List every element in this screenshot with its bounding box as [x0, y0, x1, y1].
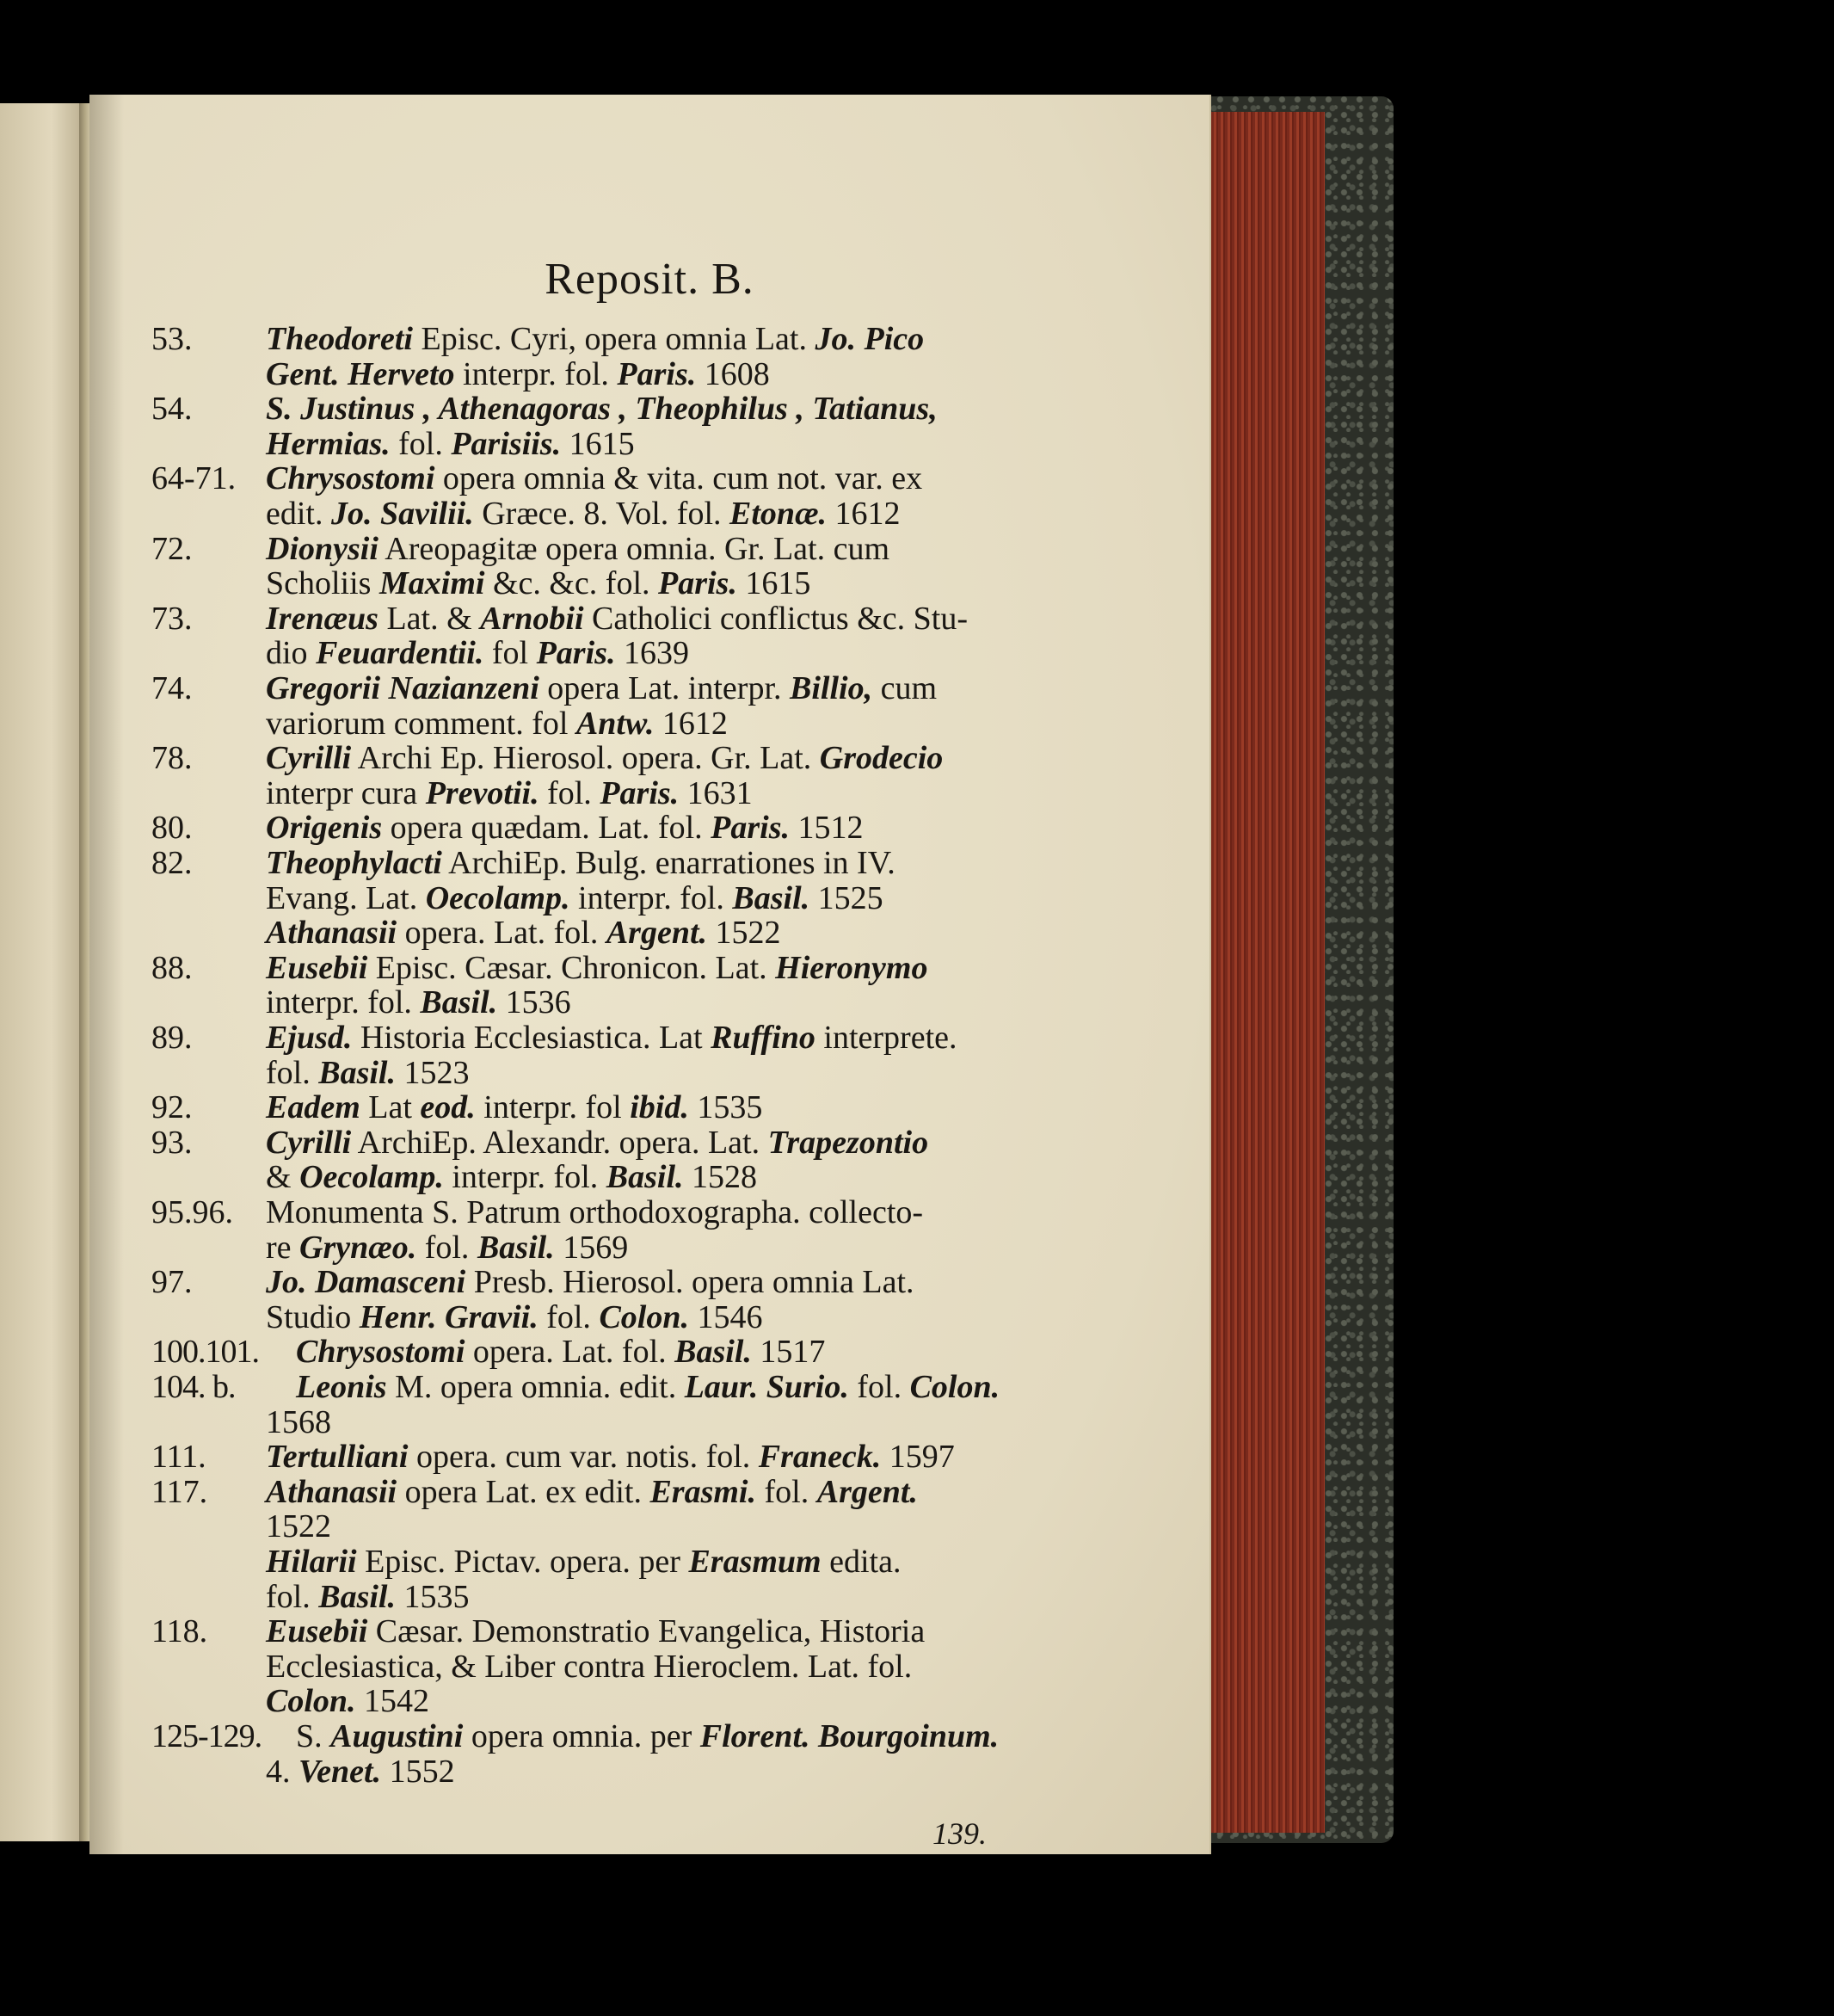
entry-number: 92.	[151, 1089, 193, 1126]
page-heading: Reposit. B.	[545, 255, 754, 304]
entry-number: 100.101.	[151, 1334, 259, 1371]
entry-number: 111.	[151, 1439, 206, 1476]
book-page	[89, 95, 1211, 1854]
entry-text-line: Cyrilli ArchiEp. Alexandr. opera. Lat. Trapezontio	[266, 1124, 929, 1161]
entry-number: 53.	[151, 321, 193, 357]
entry-text-line: Cyrilli Archi Ep. Hierosol. opera. Gr. Lat. Grodecio	[266, 740, 944, 777]
entry-text-line: Athanasii opera. Lat. fol. Argent. 1522	[266, 915, 781, 952]
entry-text-line: dio Feuardentii. fol Paris. 1639	[266, 635, 689, 672]
entry-text-line: Gregorii Nazianzeni opera Lat. interpr. Billio, cum	[266, 670, 938, 706]
entry-text-line: Eusebii Episc. Cæsar. Chronicon. Lat. Hieronymo	[266, 949, 928, 986]
entry-text-line: Ejusd. Historia Ecclesiastica. Lat Ruffino interprete.	[266, 1020, 957, 1056]
entry-number: 125-129.	[151, 1718, 262, 1754]
entry-text-line: S. Augustini opera omnia. per Florent. Bourgoinum.	[296, 1718, 1000, 1754]
entry-text-line: Dionysii Areopagitæ opera omnia. Gr. Lat. cum	[266, 530, 890, 567]
entry-number: 97.	[151, 1264, 193, 1301]
entry-text-line: Athanasii opera Lat. ex edit. Erasmi. fol. Argent.	[266, 1473, 918, 1510]
entry-text-line: Scholiis Maximi &c. &c. fol. Paris. 1615	[266, 565, 811, 602]
entry-number: 54.	[151, 391, 193, 428]
entry-number: 74.	[151, 670, 193, 706]
entry-number: 73.	[151, 600, 193, 637]
entry-text-line: 1522	[266, 1508, 331, 1545]
entry-text-line: fol. Basil. 1523	[266, 1054, 470, 1091]
entry-text-line: edit. Jo. Savilii. Græce. 8. Vol. fol. Etonæ. 1612	[266, 496, 901, 532]
entry-text-line: 4. Venet. 1552	[266, 1753, 455, 1790]
entry-text-line: Gent. Herveto interpr. fol. Paris. 1608	[266, 355, 770, 392]
entry-text-line: interpr cura Prevotii. fol. Paris. 1631	[266, 774, 753, 811]
entry-text-line: Monumenta S. Patrum orthodoxographa. collecto-	[266, 1194, 924, 1230]
entry-text-line: Evang. Lat. Oecolamp. interpr. fol. Basil. 1525	[266, 879, 883, 916]
entry-text-line: & Oecolamp. interpr. fol. Basil. 1528	[266, 1159, 758, 1196]
entry-text-line: re Grynæo. fol. Basil. 1569	[266, 1229, 629, 1266]
entry-number: 72.	[151, 530, 193, 567]
entry-number: 64-71.	[151, 460, 237, 497]
entry-text-line: Hilarii Episc. Pictav. opera. per Erasmum edita.	[266, 1544, 902, 1580]
entry-number: 93.	[151, 1124, 193, 1161]
entry-number: 82.	[151, 845, 193, 881]
entry-number: 80.	[151, 810, 193, 847]
gutter-shadow	[89, 95, 124, 1854]
entry-text-line: Eadem Lat eod. interpr. fol ibid. 1535	[266, 1089, 763, 1126]
facing-page-edge	[0, 103, 86, 1841]
entry-number: 118.	[151, 1613, 208, 1650]
entry-text-line: fol. Basil. 1535	[266, 1578, 470, 1615]
entry-text-line: Leonis M. opera omnia. edit. Laur. Surio. fol. Colon.	[296, 1369, 1000, 1405]
entry-text-line: Eusebii Cæsar. Demonstratio Evangelica, Historia	[266, 1613, 926, 1650]
entry-number: 78.	[151, 740, 193, 777]
entry-text-line: Hermias. fol. Parisiis. 1615	[266, 425, 635, 462]
entry-text-line: Theophylacti ArchiEp. Bulg. enarrationes in IV.	[266, 845, 895, 881]
entry-number: 88.	[151, 949, 193, 986]
entry-text-line: Tertulliani opera. cum var. notis. fol. Franeck. 1597	[266, 1439, 955, 1476]
entry-text-line: Irenæus Lat. & Arnobii Catholici conflictus &c. Stu-	[266, 600, 968, 637]
entry-text-line: variorum comment. fol Antw. 1612	[266, 705, 728, 742]
entry-text-line: Theodoreti Episc. Cyri, opera omnia Lat. Jo. Pico	[266, 321, 925, 357]
entry-text-line: Chrysostomi opera omnia & vita. cum not. var. ex	[266, 460, 923, 497]
entry-text-line: Chrysostomi opera. Lat. fol. Basil. 1517	[296, 1334, 826, 1371]
entry-number: 89.	[151, 1020, 193, 1056]
entry-text-line: Studio Henr. Gravii. fol. Colon. 1546	[266, 1298, 763, 1335]
entry-number: 95.96.	[151, 1194, 233, 1230]
entry-text-line: Colon. 1542	[266, 1683, 430, 1720]
entry-text-line: Jo. Damasceni Presb. Hierosol. opera omnia Lat.	[266, 1264, 914, 1301]
entry-text-line: S. Justinus , Athenagoras , Theophilus , Tatianus,	[266, 391, 938, 428]
page-number: 139.	[932, 1816, 987, 1851]
entry-text-line: Ecclesiastica, & Liber contra Hieroclem. Lat. fol.	[266, 1648, 913, 1685]
entry-text-line: interpr. fol. Basil. 1536	[266, 984, 571, 1021]
entry-number: 117.	[151, 1473, 208, 1510]
entry-text-line: 1568	[266, 1403, 331, 1440]
page-edges-red	[1204, 112, 1325, 1833]
entry-text-line: Origenis opera quædam. Lat. fol. Paris. 1512	[266, 810, 864, 847]
entry-number: 104. b.	[151, 1369, 236, 1405]
